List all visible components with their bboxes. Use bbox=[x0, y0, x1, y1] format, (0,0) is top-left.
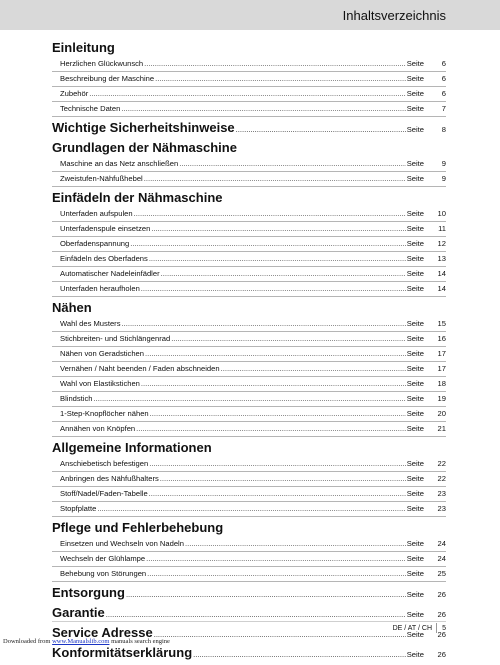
leader-dots bbox=[147, 567, 406, 581]
toc-entry-label: Herzlichen Glückwunsch bbox=[60, 59, 144, 68]
toc-entry-label: Unterfaden aufspulen bbox=[60, 209, 133, 218]
toc-entry[interactable] bbox=[52, 472, 446, 487]
toc-entry-page: 15 bbox=[437, 319, 446, 328]
toc-entry-page: 23 bbox=[437, 489, 446, 498]
seite-label: Seite bbox=[406, 409, 424, 418]
leader-dots bbox=[179, 157, 405, 171]
toc-entry-page: 7 bbox=[441, 104, 446, 113]
leader-dots bbox=[160, 472, 406, 486]
toc-entry-page: 22 bbox=[437, 474, 446, 483]
toc-entry-label: Wahl von Elastikstichen bbox=[60, 379, 140, 388]
toc-entry[interactable] bbox=[52, 552, 446, 567]
toc-entry-label: Stichbreiten- und Stichlängenrad bbox=[60, 334, 171, 343]
page-footer bbox=[52, 621, 446, 636]
seite-label: Seite bbox=[406, 569, 424, 578]
toc-entry-page: 14 bbox=[437, 284, 446, 293]
seite-label: Seite bbox=[406, 125, 424, 134]
toc-entry-page: 16 bbox=[437, 334, 446, 343]
download-note-suffix: manuals search engine bbox=[109, 638, 170, 645]
toc-entry-label: Annähen von Knöpfen bbox=[60, 424, 136, 433]
toc-entry-label: Blindstich bbox=[60, 394, 93, 403]
toc-entry[interactable] bbox=[52, 102, 446, 117]
section-heading: Nähen bbox=[52, 300, 92, 315]
toc-entry-label: Wahl des Musters bbox=[60, 319, 121, 328]
toc-entry-label: Unterfadenspule einsetzen bbox=[60, 224, 151, 233]
toc-entry-page: 14 bbox=[437, 269, 446, 278]
toc-section bbox=[52, 40, 446, 117]
toc-entry[interactable] bbox=[52, 72, 446, 87]
leader-dots bbox=[185, 537, 406, 551]
toc-entry-page: 8 bbox=[441, 125, 446, 134]
seite-label: Seite bbox=[406, 209, 424, 218]
toc-entry-page: 25 bbox=[437, 569, 446, 578]
seite-label: Seite bbox=[406, 504, 424, 513]
footer-region: DE / AT / CH bbox=[392, 625, 432, 632]
section-heading: Wichtige Sicherheitshinweise bbox=[52, 120, 235, 135]
toc-entry[interactable] bbox=[52, 267, 446, 282]
toc-entry-page: 24 bbox=[437, 539, 446, 548]
seite-label: Seite bbox=[406, 539, 424, 548]
seite-label: Seite bbox=[406, 224, 424, 233]
toc-section bbox=[52, 300, 446, 437]
toc-entry-label: Unterfaden heraufholen bbox=[60, 284, 140, 293]
seite-label: Seite bbox=[406, 349, 424, 358]
toc-entry-page: 22 bbox=[437, 459, 446, 468]
toc-section bbox=[52, 190, 446, 297]
footer-page-number: 5 bbox=[442, 625, 446, 632]
toc-section bbox=[52, 140, 446, 187]
leader-dots bbox=[171, 332, 406, 346]
section-heading: Garantie bbox=[52, 605, 105, 620]
seite-label: Seite bbox=[406, 459, 424, 468]
toc-entry-label: Wechseln der Glühlampe bbox=[60, 554, 146, 563]
toc-entry-page: 26 bbox=[437, 630, 446, 639]
toc-entry-label: Nähen von Geradstichen bbox=[60, 349, 145, 358]
toc-entry[interactable] bbox=[52, 252, 446, 267]
section-heading: Entsorgung bbox=[52, 585, 125, 600]
seite-label: Seite bbox=[406, 379, 424, 388]
toc-section-entry[interactable] bbox=[52, 645, 446, 661]
leader-dots bbox=[130, 237, 405, 251]
toc-entry-list bbox=[52, 457, 446, 517]
toc-entry-page: 24 bbox=[437, 554, 446, 563]
seite-label: Seite bbox=[406, 284, 424, 293]
toc-entry-label: Automatischer Nadeleinfädler bbox=[60, 269, 160, 278]
seite-label: Seite bbox=[406, 474, 424, 483]
toc-entry-label: Beschreibung der Maschine bbox=[60, 74, 155, 83]
toc-section bbox=[52, 520, 446, 582]
seite-label: Seite bbox=[406, 59, 424, 68]
toc-entry-label: Oberfadenspannung bbox=[60, 239, 130, 248]
toc-entry-label: Vernähen / Naht beenden / Faden abschneiden bbox=[60, 364, 220, 373]
toc-entry-page: 20 bbox=[437, 409, 446, 418]
seite-label: Seite bbox=[406, 364, 424, 373]
toc-entry-label: Anschiebetisch befestigen bbox=[60, 459, 149, 468]
toc-entry-page: 12 bbox=[437, 239, 446, 248]
section-heading: Konformitätserklärung bbox=[52, 645, 193, 660]
seite-label: Seite bbox=[406, 650, 424, 659]
toc-entry-list bbox=[52, 317, 446, 437]
section-heading: Einfädeln der Nähmaschine bbox=[52, 190, 223, 205]
leader-dots bbox=[155, 72, 406, 86]
seite-label: Seite bbox=[406, 554, 424, 563]
leader-dots bbox=[221, 362, 406, 376]
seite-label: Seite bbox=[406, 174, 424, 183]
download-note bbox=[3, 638, 170, 645]
leader-dots bbox=[236, 125, 406, 134]
toc-entry-page: 9 bbox=[441, 174, 446, 183]
leader-dots bbox=[149, 487, 406, 501]
toc-entry-page: 6 bbox=[441, 59, 446, 68]
toc-entry[interactable] bbox=[52, 317, 446, 332]
seite-label: Seite bbox=[406, 254, 424, 263]
seite-label: Seite bbox=[406, 269, 424, 278]
toc-entry[interactable] bbox=[52, 332, 446, 347]
section-heading: Allgemeine Informationen bbox=[52, 440, 212, 455]
toc-entry[interactable] bbox=[52, 172, 446, 187]
leader-dots bbox=[150, 407, 406, 421]
toc-entry-page: 17 bbox=[437, 364, 446, 373]
toc-entry-page: 17 bbox=[437, 349, 446, 358]
seite-label: Seite bbox=[406, 630, 424, 639]
seite-label: Seite bbox=[406, 319, 424, 328]
toc-entry-page: 9 bbox=[441, 159, 446, 168]
seite-label: Seite bbox=[406, 590, 424, 599]
toc-entry[interactable] bbox=[52, 502, 446, 517]
toc-entry-page: 11 bbox=[438, 224, 446, 233]
section-heading: Service Adresse bbox=[52, 625, 153, 640]
seite-label: Seite bbox=[406, 489, 424, 498]
toc-entry[interactable] bbox=[52, 422, 446, 437]
seite-label: Seite bbox=[406, 334, 424, 343]
toc-entry[interactable] bbox=[52, 407, 446, 422]
toc-entry-list bbox=[52, 57, 446, 117]
leader-dots bbox=[146, 552, 406, 566]
seite-label: Seite bbox=[406, 394, 424, 403]
toc-entry-list bbox=[52, 537, 446, 582]
toc-entry[interactable] bbox=[52, 347, 446, 362]
toc-entry-page: 23 bbox=[437, 504, 446, 513]
toc-entry-label: Technische Daten bbox=[60, 104, 121, 113]
section-heading: Grundlagen der Nähmaschine bbox=[52, 140, 237, 155]
toc-entry[interactable] bbox=[52, 282, 446, 297]
toc-entry-page: 26 bbox=[437, 650, 446, 659]
toc-entry[interactable] bbox=[52, 457, 446, 472]
leader-dots bbox=[106, 610, 406, 619]
header-bar bbox=[0, 0, 500, 30]
leader-dots bbox=[149, 457, 405, 471]
toc-entry-label: Stopfplatte bbox=[60, 504, 97, 513]
seite-label: Seite bbox=[406, 610, 424, 619]
leader-dots bbox=[151, 222, 405, 236]
leader-dots bbox=[89, 87, 405, 101]
toc-entry-list bbox=[52, 157, 446, 187]
toc-section bbox=[52, 440, 446, 517]
toc-entry-page: 10 bbox=[437, 209, 446, 218]
leader-dots bbox=[141, 282, 406, 296]
leader-dots bbox=[97, 502, 405, 516]
leader-dots bbox=[161, 267, 406, 281]
toc-entry-page: 26 bbox=[437, 590, 446, 599]
leader-dots bbox=[141, 377, 406, 391]
leader-dots bbox=[136, 422, 406, 436]
toc-entry[interactable] bbox=[52, 567, 446, 582]
toc-entry-list bbox=[52, 207, 446, 297]
table-of-contents bbox=[52, 40, 446, 665]
leader-dots bbox=[122, 317, 406, 331]
toc-entry-page: 6 bbox=[441, 74, 446, 83]
toc-entry-label: Zubehör bbox=[60, 89, 89, 98]
section-heading: Pflege und Fehlerbehebung bbox=[52, 520, 224, 535]
leader-dots bbox=[121, 102, 405, 116]
toc-entry[interactable] bbox=[52, 487, 446, 502]
page-title: Inhaltsverzeichnis bbox=[342, 8, 446, 23]
toc-entry-page: 26 bbox=[437, 610, 446, 619]
toc-entry-label: Anbringen des Nähfußhalters bbox=[60, 474, 159, 483]
leader-dots bbox=[144, 57, 406, 71]
leader-dots bbox=[94, 392, 406, 406]
toc-entry-label: Behebung von Störungen bbox=[60, 569, 147, 578]
toc-entry-label: Stoff/Nadel/Faden-Tabelle bbox=[60, 489, 148, 498]
toc-entry-label: Einsetzen und Wechseln von Nadeln bbox=[60, 539, 184, 548]
leader-dots bbox=[126, 590, 406, 599]
seite-label: Seite bbox=[406, 104, 424, 113]
toc-section-entry[interactable] bbox=[52, 120, 446, 136]
toc-entry[interactable] bbox=[52, 222, 446, 237]
seite-label: Seite bbox=[406, 89, 424, 98]
toc-entry[interactable] bbox=[52, 377, 446, 392]
toc-entry[interactable] bbox=[52, 87, 446, 102]
seite-label: Seite bbox=[406, 239, 424, 248]
seite-label: Seite bbox=[406, 424, 424, 433]
toc-entry-label: Zweistufen-Nähfußhebel bbox=[60, 174, 143, 183]
toc-section-entry[interactable] bbox=[52, 585, 446, 601]
toc-entry[interactable] bbox=[52, 392, 446, 407]
leader-dots bbox=[144, 172, 406, 186]
seite-label: Seite bbox=[406, 159, 424, 168]
toc-entry[interactable] bbox=[52, 157, 446, 172]
toc-entry-page: 19 bbox=[437, 394, 446, 403]
toc-entry-page: 6 bbox=[441, 89, 446, 98]
toc-entry[interactable] bbox=[52, 57, 446, 72]
download-note-prefix: Downloaded from bbox=[3, 638, 53, 645]
leader-dots bbox=[149, 252, 406, 266]
leader-dots bbox=[134, 207, 406, 221]
leader-dots bbox=[145, 347, 406, 361]
toc-entry-page: 18 bbox=[437, 379, 446, 388]
toc-entry[interactable] bbox=[52, 362, 446, 377]
seite-label: Seite bbox=[406, 74, 424, 83]
section-heading: Einleitung bbox=[52, 40, 115, 55]
leader-dots bbox=[193, 650, 406, 659]
toc-entry-page: 13 bbox=[437, 254, 446, 263]
toc-entry[interactable] bbox=[52, 207, 446, 222]
manualslib-link[interactable]: www.Manualslib.com bbox=[52, 638, 110, 645]
toc-entry[interactable] bbox=[52, 237, 446, 252]
toc-section-entry[interactable] bbox=[52, 605, 446, 621]
toc-entry-page: 21 bbox=[437, 424, 446, 433]
footer-separator bbox=[436, 623, 437, 633]
toc-entry-label: Maschine an das Netz anschließen bbox=[60, 159, 179, 168]
toc-entry-label: 1-Step-Knopflöcher nähen bbox=[60, 409, 149, 418]
toc-entry[interactable] bbox=[52, 537, 446, 552]
toc-entry-label: Einfädeln des Oberfadens bbox=[60, 254, 148, 263]
